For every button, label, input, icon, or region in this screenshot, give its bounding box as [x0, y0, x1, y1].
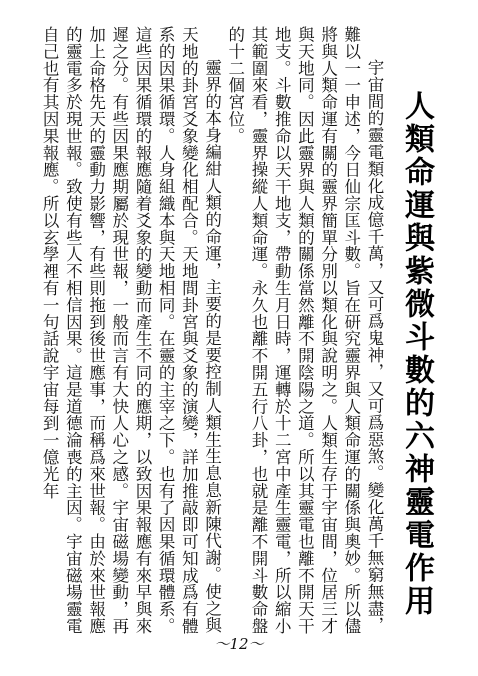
vertical-text-block [38, 26, 438, 638]
paragraph-2: 靈界的本身編紺人類的命運，主要的是要控制人類生生息息新陳代謝。使之與天地的卦宮爻象變化相配合。天地間卦宮與爻象的演變，詳加推敲即可知成爲有體系的因果循環。人身組織本與天地相同。在靈的主宰之下。也有了因果循環體系。這些因果循環的報應隨着爻象的變動而產生不同的應期，以致因果報應有來早與來遲之分。有些因果應期屬於現世報，一般而言有大快人心之感。宇宙磁場變動，再加上命格先天的靈動力影響，有些則拖到後世應事，而稱爲來世報。由於來世報應的靈電多於現世報。致使有些人不相信因果。這是道德淪喪的主因。宇宙磁場靈電自己也有其因果報應。所以玄學裡有一句話說宇宙每到一億光年 [40, 26, 222, 635]
chapter-title: 人類命運與紫微斗數的六神靈電作用 [399, 90, 434, 618]
paragraph-1: 宇宙間的靈電類化成億千萬，又可爲鬼神，又可爲惡煞。變化萬千無窮無盡，難以一一申述，今日仙宗匡斗數。旨在研究靈界與人類命運的關係與奧妙。所以儘將與人類命運有關的靈界簡單分別以類化與說明之。人類生存于宇宙間，位居三才與天地同。因此靈界與人類的關係當然離不開陰陽之道。所以其靈電也離不開天干地支。斗數推命以天干地支，帶動生月日時，運轉於十二宮中產生靈電，所以縮小其範圍來看，靈界操縱人類命運。永久也離不開五行八卦，也就是離不開斗數命盤的十二個宮位。 [225, 26, 384, 635]
page-number: ～12～ [214, 635, 264, 653]
